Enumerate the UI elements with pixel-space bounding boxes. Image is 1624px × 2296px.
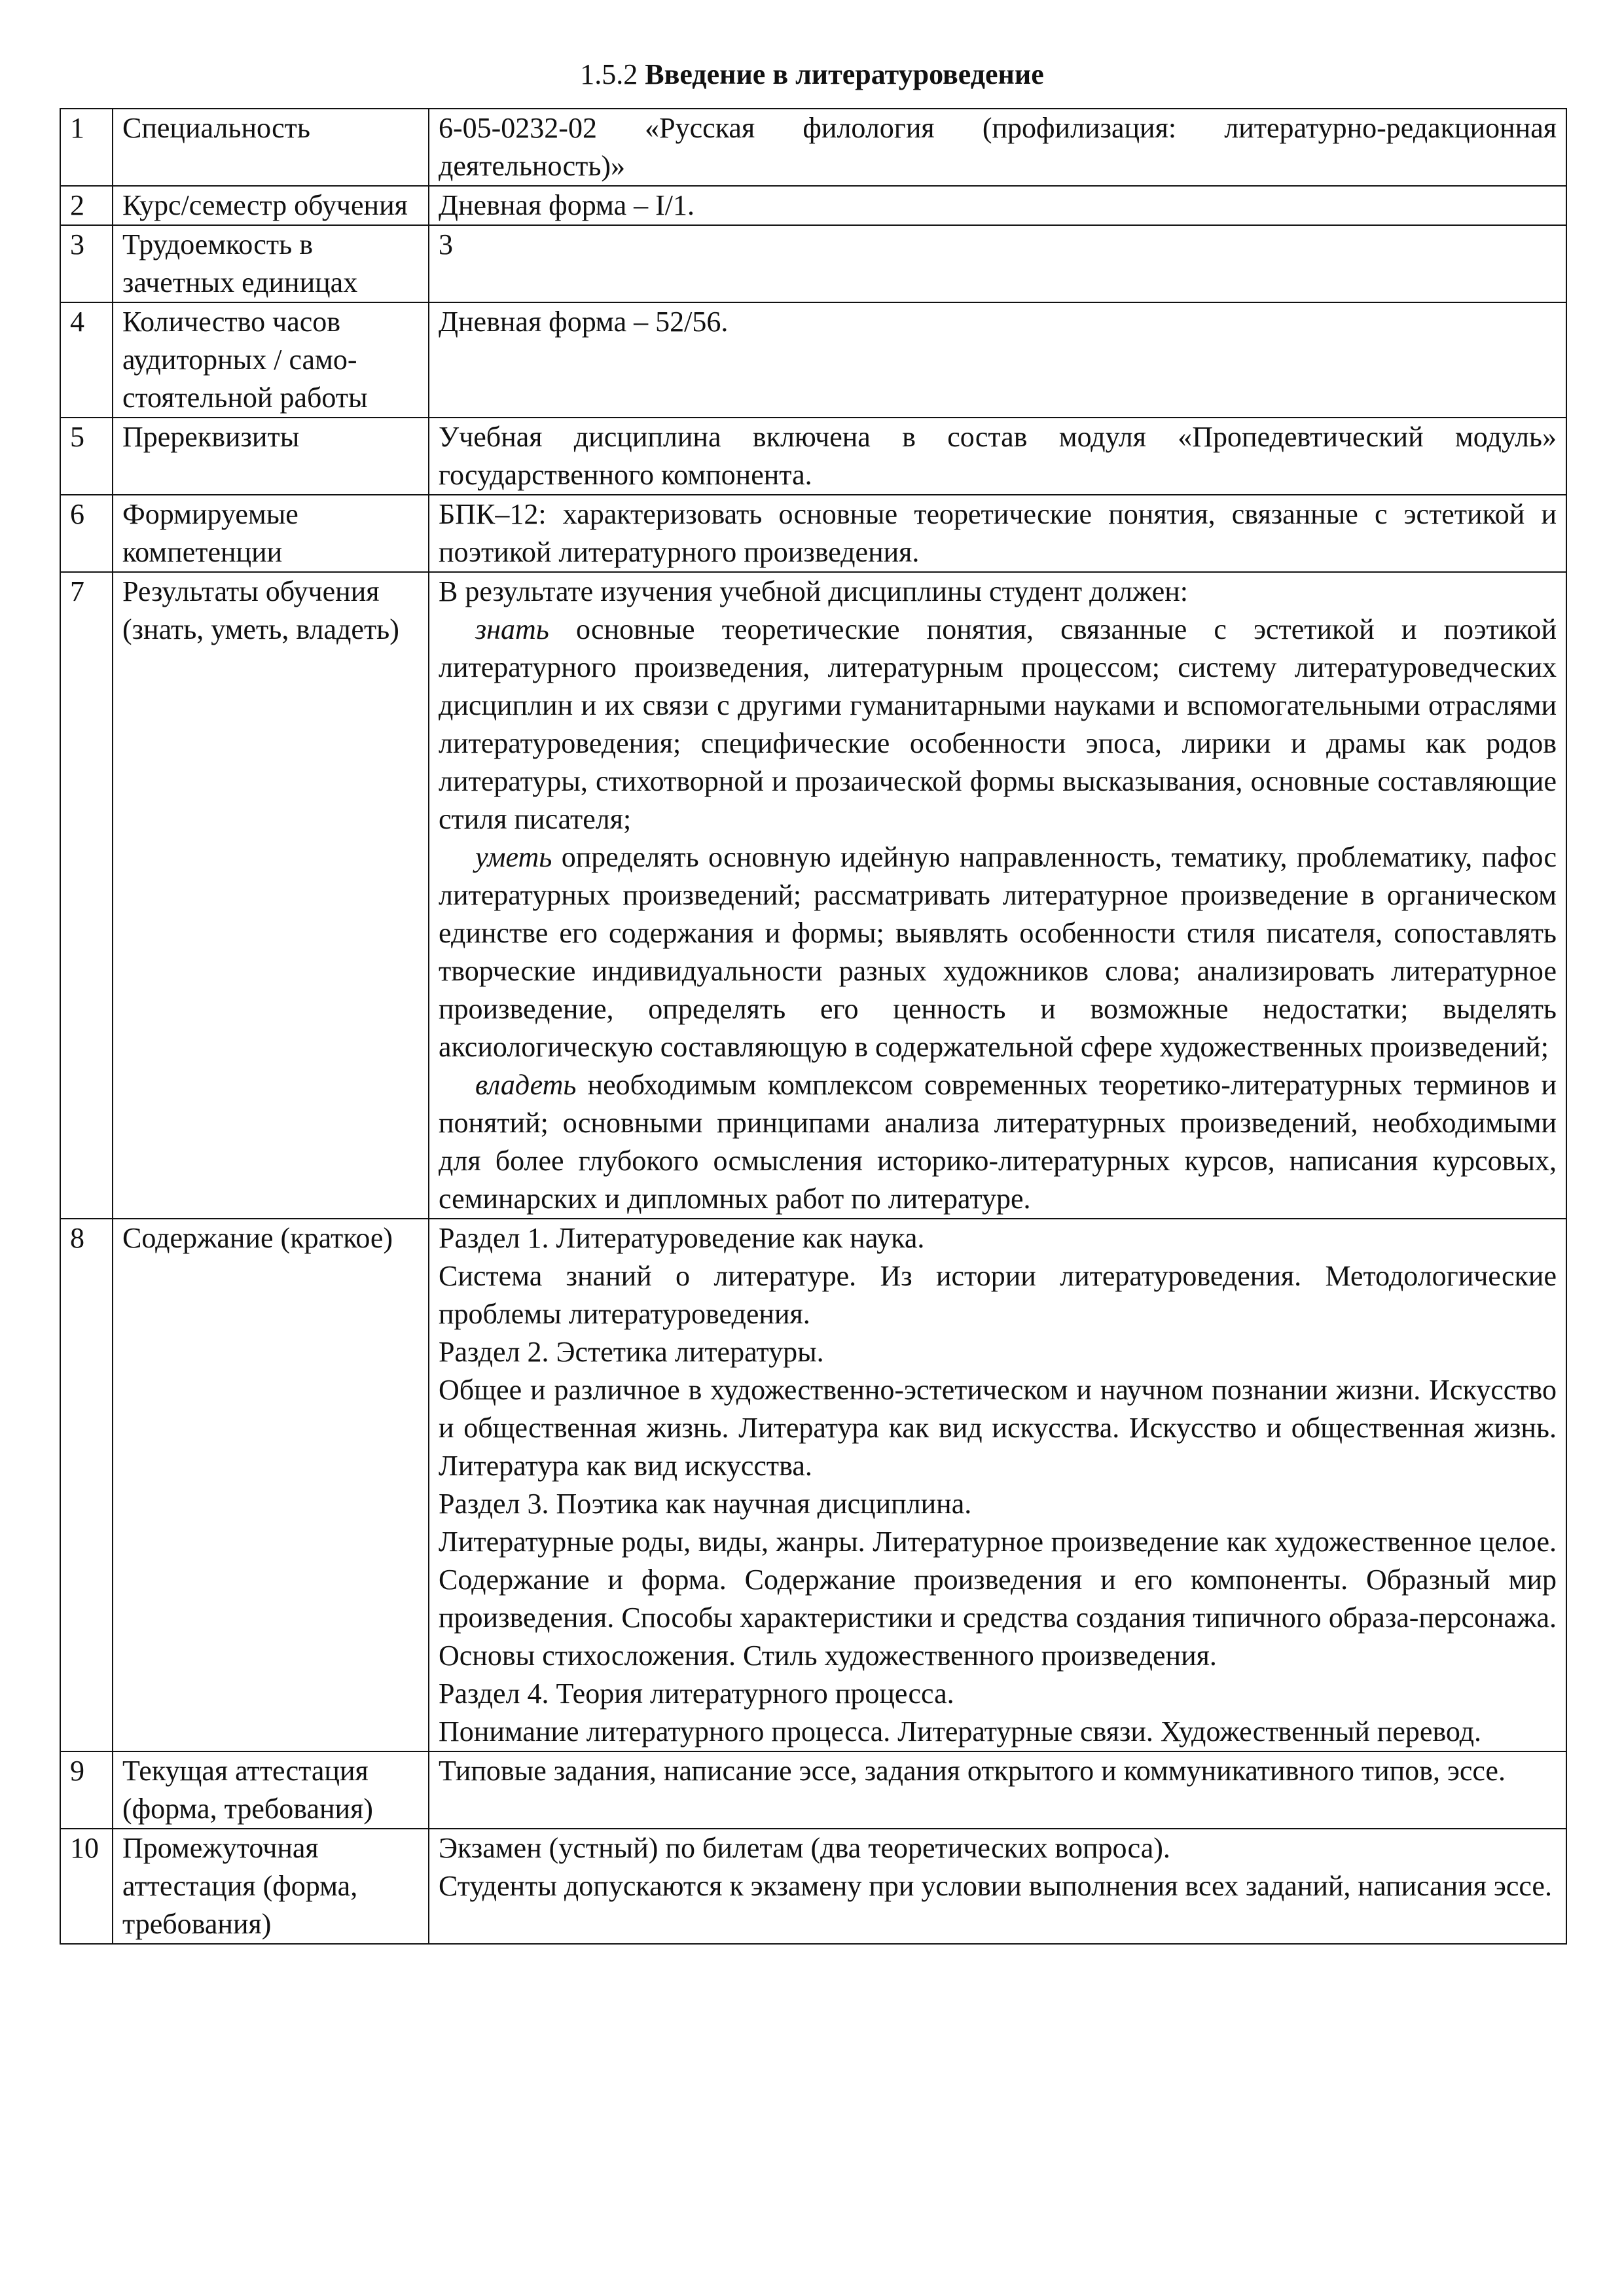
value-paragraph: Учебная дисциплина включена в состав модуля «Пропедевтический модуль» государственного компонента. bbox=[439, 421, 1557, 491]
table-row bbox=[60, 186, 1566, 225]
outcome-text: определять основную идейную направленность, тематику, проблематику, пафос литературных произведений; рассматривать литературное произведение в органическом единстве его содержания и формы; выявлять особенности стиля писателя, сопоставлять творческие индивидуальности разных художников слова; анализировать литературное произведение, определять его ценность и возможные недостатки; выделять аксиологическую составляющую в содержательной сфере художественных произведений; bbox=[439, 841, 1557, 1063]
section-heading: Раздел 3. Поэтика как научная дисциплина. bbox=[439, 1488, 972, 1520]
row-number: 7 bbox=[60, 572, 113, 1219]
outcome-can bbox=[439, 838, 1557, 1066]
table-row bbox=[60, 1829, 1566, 1944]
row-number: 3 bbox=[60, 225, 113, 302]
outcome-text: основные теоретические понятия, связанные с эстетикой и поэтикой литературного произведения, литературным процессом; систему литературоведческих дисциплин и их связи с другими гуманитарными науками и вспомогательными отраслями литературоведения; специфические особенности эпоса, лирики и драмы как родов литературы, стихотворной и прозаической формы высказывания, основные составляющие стиля писателя; bbox=[439, 613, 1557, 835]
value-paragraph: Дневная форма – I/1. bbox=[439, 189, 695, 221]
row-value bbox=[429, 572, 1566, 1219]
row-number: 8 bbox=[60, 1219, 113, 1751]
table-row bbox=[60, 495, 1566, 572]
row-number: 10 bbox=[60, 1829, 113, 1944]
outcome-term: владеть bbox=[475, 1069, 577, 1101]
row-value bbox=[429, 1751, 1566, 1829]
page-title bbox=[0, 56, 1624, 93]
row-label: Промежуточная аттестация (форма, требования) bbox=[113, 1829, 429, 1944]
value-paragraph: Типовые задания, написание эссе, задания открытого и коммуникативного типов, эссе. bbox=[439, 1755, 1506, 1787]
row-value bbox=[429, 109, 1566, 186]
row-value bbox=[429, 418, 1566, 495]
outcome-text: необходимым комплексом современных теоретико-литературных терминов и понятий; основными принципами анализа литературных произведений, необходимыми для более глубокого осмысления историко-литературных курсов, написания курсовых, семинарских и дипломных работ по литературе. bbox=[439, 1069, 1557, 1215]
value-paragraph: Экзамен (устный) по билетам (два теоретических вопроса). bbox=[439, 1832, 1170, 1864]
section-content: Система знаний о литературе. Из истории литературоведения. Методологические проблемы литературоведения. bbox=[439, 1260, 1557, 1330]
table-row bbox=[60, 225, 1566, 302]
outcome-term: знать bbox=[475, 613, 549, 645]
value-paragraph: 3 bbox=[439, 228, 453, 260]
section-content: Литературные роды, виды, жанры. Литературное произведение как художественное целое. Содержание и форма. Содержание произведения и его компоненты. Образный мир произведения. Способы характеристики и средства создания типичного образа-персонажа. Основы стихосложения. Стиль художественного произведения. bbox=[439, 1526, 1557, 1672]
row-number: 4 bbox=[60, 302, 113, 418]
section-heading: Раздел 4. Теория литературного процесса. bbox=[439, 1677, 954, 1710]
value-paragraph: БПК–12: характеризовать основные теоретические понятия, связанные с эстетикой и поэтикой литературного произведения. bbox=[439, 498, 1557, 568]
section-number: 1.5.2 bbox=[580, 58, 638, 90]
row-label: Результаты обучения (знать, уметь, владеть) bbox=[113, 572, 429, 1219]
row-number: 5 bbox=[60, 418, 113, 495]
row-label: Текущая аттестация (форма, требования) bbox=[113, 1751, 429, 1829]
table-row bbox=[60, 572, 1566, 1219]
row-value bbox=[429, 1829, 1566, 1944]
discipline-spec-table bbox=[60, 108, 1567, 1945]
table-row bbox=[60, 418, 1566, 495]
row-label: Курс/семестр обучения bbox=[113, 186, 429, 225]
value-paragraph: Дневная форма – 52/56. bbox=[439, 306, 729, 338]
row-number: 2 bbox=[60, 186, 113, 225]
section-heading: Раздел 1. Литературоведение как наука. bbox=[439, 1222, 925, 1254]
value-paragraph: Студенты допускаются к экзамену при условии выполнения всех заданий, написания эссе. bbox=[439, 1870, 1552, 1902]
section-heading: Раздел 2. Эстетика литературы. bbox=[439, 1336, 824, 1368]
section-content: Понимание литературного процесса. Литературные связи. Художественный перевод. bbox=[439, 1715, 1482, 1748]
row-number: 1 bbox=[60, 109, 113, 186]
row-label: Трудоемкость в зачетных единицах bbox=[113, 225, 429, 302]
section-content: Общее и различное в художественно-эстетическом и научном познании жизни. Искусство и общественная жизнь. Литература как вид искусства. Искусство и общественная жизнь. Литература как вид искусства. bbox=[439, 1374, 1557, 1482]
table-row bbox=[60, 1219, 1566, 1751]
row-value bbox=[429, 495, 1566, 572]
row-value bbox=[429, 225, 1566, 302]
row-number: 6 bbox=[60, 495, 113, 572]
row-label: Формируемые компетенции bbox=[113, 495, 429, 572]
outcome-master bbox=[439, 1066, 1557, 1218]
outcome-term: уметь bbox=[475, 841, 552, 873]
discipline-name: Введение в литературоведение bbox=[645, 58, 1044, 90]
table-row bbox=[60, 1751, 1566, 1829]
row-label: Пререквизиты bbox=[113, 418, 429, 495]
row-value bbox=[429, 1219, 1566, 1751]
row-label: Специальность bbox=[113, 109, 429, 186]
row-number: 9 bbox=[60, 1751, 113, 1829]
row-label: Содержание (краткое) bbox=[113, 1219, 429, 1751]
row-value bbox=[429, 302, 1566, 418]
table-row bbox=[60, 109, 1566, 186]
row-value bbox=[429, 186, 1566, 225]
learning-outcomes-intro: В результате изучения учебной дисциплины студент должен: bbox=[439, 575, 1189, 607]
value-paragraph: 6-05-0232-02 «Русская филология (профилизация: литературно-редакционная деятельность)» bbox=[439, 112, 1557, 182]
row-label: Количество часов аудиторных / само-стоятельной работы bbox=[113, 302, 429, 418]
outcome-know bbox=[439, 611, 1557, 838]
table-row bbox=[60, 302, 1566, 418]
